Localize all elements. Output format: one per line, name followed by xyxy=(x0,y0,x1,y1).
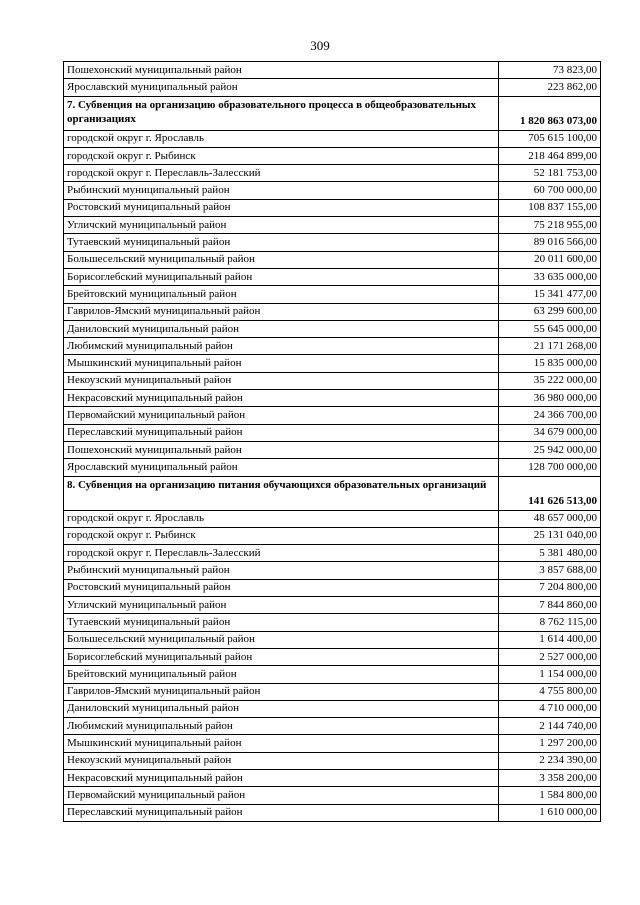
municipality-name: Гаврилов-Ямский муниципальный район xyxy=(64,683,499,700)
table-row xyxy=(64,286,601,303)
table-row xyxy=(64,147,601,164)
table-row xyxy=(64,562,601,579)
subvention-amount: 3 358 200,00 xyxy=(499,769,601,786)
subvention-amount: 2 144 740,00 xyxy=(499,718,601,735)
table-row xyxy=(64,390,601,407)
table-row xyxy=(64,182,601,199)
section-header-row xyxy=(64,96,601,130)
table-row xyxy=(64,579,601,596)
section-title: 7. Субвенция на организацию образовательного процесса в общеобразовательных организациях xyxy=(64,96,499,130)
subvention-amount: 2 234 390,00 xyxy=(499,752,601,769)
subvention-amount: 25 942 000,00 xyxy=(499,441,601,458)
subvention-amount: 8 762 115,00 xyxy=(499,614,601,631)
table-row xyxy=(64,648,601,665)
subvention-amount: 2 527 000,00 xyxy=(499,648,601,665)
municipality-name: городской округ г. Переславль-Залесский xyxy=(64,165,499,182)
subvention-amount: 705 615 100,00 xyxy=(499,130,601,147)
table-row xyxy=(64,320,601,337)
table-row xyxy=(64,752,601,769)
subvention-amount: 218 464 899,00 xyxy=(499,147,601,164)
subvention-amount: 36 980 000,00 xyxy=(499,390,601,407)
subvention-amount: 35 222 000,00 xyxy=(499,372,601,389)
subvention-amount: 1 154 000,00 xyxy=(499,666,601,683)
table-row xyxy=(64,130,601,147)
table-row xyxy=(64,769,601,786)
municipality-name: Брейтовский муниципальный район xyxy=(64,666,499,683)
subvention-amount: 1 610 000,00 xyxy=(499,804,601,821)
table-row xyxy=(64,234,601,251)
table-row xyxy=(64,338,601,355)
subvention-table xyxy=(63,61,601,822)
table-row xyxy=(64,597,601,614)
municipality-name: Даниловский муниципальный район xyxy=(64,700,499,717)
table-row xyxy=(64,631,601,648)
municipality-name: городской округ г. Рыбинск xyxy=(64,527,499,544)
table-row xyxy=(64,666,601,683)
table-row xyxy=(64,303,601,320)
municipality-name: Мышкинский муниципальный район xyxy=(64,735,499,752)
municipality-name: Любимский муниципальный район xyxy=(64,338,499,355)
municipality-name: Пошехонский муниципальный район xyxy=(64,441,499,458)
subvention-amount: 7 844 860,00 xyxy=(499,597,601,614)
table-row xyxy=(64,804,601,821)
subvention-table-body xyxy=(64,62,601,822)
subvention-amount: 73 823,00 xyxy=(499,62,601,79)
municipality-name: Гаврилов-Ямский муниципальный район xyxy=(64,303,499,320)
subvention-amount: 223 862,00 xyxy=(499,79,601,96)
municipality-name: Первомайский муниципальный район xyxy=(64,787,499,804)
subvention-amount: 1 297 200,00 xyxy=(499,735,601,752)
subvention-amount: 15 341 477,00 xyxy=(499,286,601,303)
subvention-amount: 1 584 800,00 xyxy=(499,787,601,804)
subvention-amount: 48 657 000,00 xyxy=(499,510,601,527)
subvention-amount: 21 171 268,00 xyxy=(499,338,601,355)
municipality-name: Некоузский муниципальный район xyxy=(64,372,499,389)
subvention-amount: 33 635 000,00 xyxy=(499,268,601,285)
municipality-name: Любимский муниципальный район xyxy=(64,718,499,735)
table-row xyxy=(64,545,601,562)
municipality-name: Некрасовский муниципальный район xyxy=(64,390,499,407)
municipality-name: Переславский муниципальный район xyxy=(64,424,499,441)
table-row xyxy=(64,441,601,458)
table-row xyxy=(64,355,601,372)
table-row xyxy=(64,79,601,96)
table-row xyxy=(64,683,601,700)
municipality-name: Рыбинский муниципальный район xyxy=(64,182,499,199)
municipality-name: Угличский муниципальный район xyxy=(64,597,499,614)
municipality-name: Некоузский муниципальный район xyxy=(64,752,499,769)
table-row xyxy=(64,268,601,285)
municipality-name: Борисоглебский муниципальный район xyxy=(64,648,499,665)
table-row xyxy=(64,424,601,441)
subvention-amount: 25 131 040,00 xyxy=(499,527,601,544)
municipality-name: городской округ г. Переславль-Залесский xyxy=(64,545,499,562)
section-total-amount: 1 820 863 073,00 xyxy=(499,96,601,130)
municipality-name: Даниловский муниципальный район xyxy=(64,320,499,337)
municipality-name: Переславский муниципальный район xyxy=(64,804,499,821)
subvention-amount: 5 381 480,00 xyxy=(499,545,601,562)
table-row xyxy=(64,217,601,234)
table-row xyxy=(64,718,601,735)
subvention-amount: 4 755 800,00 xyxy=(499,683,601,700)
municipality-name: Пошехонский муниципальный район xyxy=(64,62,499,79)
municipality-name: Большесельский муниципальный район xyxy=(64,631,499,648)
subvention-amount: 52 181 753,00 xyxy=(499,165,601,182)
table-row xyxy=(64,510,601,527)
municipality-name: Борисоглебский муниципальный район xyxy=(64,268,499,285)
section-title: 8. Субвенция на организацию питания обучающихся образовательных организаций xyxy=(64,476,499,510)
subvention-amount: 60 700 000,00 xyxy=(499,182,601,199)
subvention-amount: 15 835 000,00 xyxy=(499,355,601,372)
section-total-amount: 141 626 513,00 xyxy=(499,476,601,510)
table-row xyxy=(64,614,601,631)
municipality-name: Тутаевский муниципальный район xyxy=(64,234,499,251)
table-row xyxy=(64,407,601,424)
table-row xyxy=(64,199,601,216)
municipality-name: Мышкинский муниципальный район xyxy=(64,355,499,372)
table-row xyxy=(64,459,601,476)
municipality-name: Ростовский муниципальный район xyxy=(64,199,499,216)
municipality-name: Ростовский муниципальный район xyxy=(64,579,499,596)
subvention-amount: 3 857 688,00 xyxy=(499,562,601,579)
subvention-amount: 63 299 600,00 xyxy=(499,303,601,320)
municipality-name: Брейтовский муниципальный район xyxy=(64,286,499,303)
municipality-name: Некрасовский муниципальный район xyxy=(64,769,499,786)
municipality-name: Первомайский муниципальный район xyxy=(64,407,499,424)
subvention-amount: 20 011 600,00 xyxy=(499,251,601,268)
municipality-name: Рыбинский муниципальный район xyxy=(64,562,499,579)
subvention-amount: 4 710 000,00 xyxy=(499,700,601,717)
municipality-name: Большесельский муниципальный район xyxy=(64,251,499,268)
subvention-amount: 34 679 000,00 xyxy=(499,424,601,441)
subvention-amount: 75 218 955,00 xyxy=(499,217,601,234)
table-row xyxy=(64,527,601,544)
municipality-name: городской округ г. Рыбинск xyxy=(64,147,499,164)
municipality-name: Угличский муниципальный район xyxy=(64,217,499,234)
table-row xyxy=(64,735,601,752)
municipality-name: Ярославский муниципальный район xyxy=(64,79,499,96)
subvention-amount: 55 645 000,00 xyxy=(499,320,601,337)
table-row xyxy=(64,372,601,389)
municipality-name: городской округ г. Ярославль xyxy=(64,130,499,147)
subvention-amount: 89 016 566,00 xyxy=(499,234,601,251)
page-number: 309 xyxy=(310,38,330,53)
subvention-amount: 128 700 000,00 xyxy=(499,459,601,476)
table-row xyxy=(64,700,601,717)
subvention-amount: 7 204 800,00 xyxy=(499,579,601,596)
table-row xyxy=(64,787,601,804)
subvention-amount: 24 366 700,00 xyxy=(499,407,601,424)
municipality-name: Тутаевский муниципальный район xyxy=(64,614,499,631)
municipality-name: городской округ г. Ярославль xyxy=(64,510,499,527)
table-row xyxy=(64,165,601,182)
municipality-name: Ярославский муниципальный район xyxy=(64,459,499,476)
subvention-amount: 108 837 155,00 xyxy=(499,199,601,216)
subvention-amount: 1 614 400,00 xyxy=(499,631,601,648)
table-row xyxy=(64,251,601,268)
section-header-row xyxy=(64,476,601,510)
table-row xyxy=(64,62,601,79)
